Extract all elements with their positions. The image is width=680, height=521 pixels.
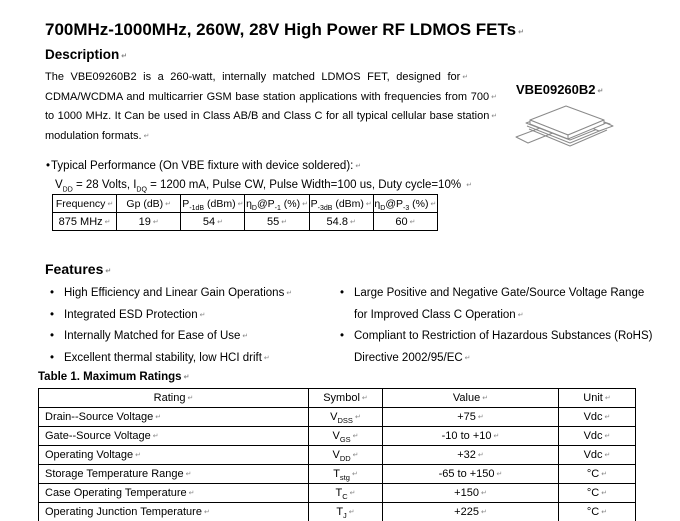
max-ratings-table-title: Table 1. Maximum Ratings ↵: [38, 371, 189, 383]
performance-data-row: [53, 213, 438, 231]
perf-frequency-value: 875 MHz ↵: [53, 213, 117, 231]
ratings-header-row: [39, 389, 636, 408]
rating-unit: Vdc ↵: [559, 446, 636, 465]
feature-item: • Compliant to Restriction of Hazardous Substances (RoHS) Directive 2002/95/EC ↵: [340, 326, 662, 369]
rating-label: Operating Voltage ↵: [39, 446, 309, 465]
performance-header-row: [53, 195, 438, 213]
test-conditions-line: $V_{DD} = 28$ Volts, $I_{DQ} = 1200$ mA, Pulse CW, Pulse Width=100 us, Duty cycle=10% ↵: [55, 179, 472, 191]
rating-label: Operating Junction Temperature ↵: [39, 503, 309, 521]
ratings-col-value: Value ↵: [383, 389, 559, 408]
rating-value: +225 ↵: [383, 503, 559, 521]
table-row: [39, 465, 636, 484]
perf-eff-p1-value: 55 ↵: [245, 213, 309, 231]
bullet-icon: •: [46, 160, 51, 172]
description-line: CDMA/WCDMA and multicarrier GSM base station applications with frequencies from 700 ↵: [45, 88, 505, 108]
rf-power-package-outline-icon: [514, 99, 624, 151]
rating-unit: °C ↵: [559, 484, 636, 503]
rating-unit: °C ↵: [559, 465, 636, 484]
ratings-col-rating: Rating ↵: [39, 389, 309, 408]
perf-p1db-value: 54 ↵: [181, 213, 245, 231]
rating-value: -10 to +10 ↵: [383, 427, 559, 446]
maximum-ratings-table: [38, 388, 636, 521]
table-row: [39, 503, 636, 521]
page-title: 700MHz-1000MHz, 260W, 28V High Power RF LDMOS FETs ↵: [45, 20, 524, 40]
perf-col-gain: Gp (dB) ↵: [117, 195, 181, 213]
rating-symbol: $V_{DSS}$ ↵: [309, 408, 383, 427]
ratings-col-symbol: Symbol ↵: [309, 389, 383, 408]
part-number: VBE09260B2 ↵: [516, 82, 603, 97]
rating-label: Case Operating Temperature ↵: [39, 484, 309, 503]
description-line: to 1000 MHz. It Can be used in Class AB/B and Class C for all typical cellular base station ↵: [45, 107, 505, 127]
rating-symbol: $T_C$ ↵: [309, 484, 383, 503]
rating-symbol: $V_{GS}$ ↵: [309, 427, 383, 446]
features-heading: Features ↵: [45, 261, 111, 277]
perf-col-p1db: $P_{-1dB}$ (dBm) ↵: [181, 195, 245, 213]
table-row: [39, 446, 636, 465]
feature-item: • High Efficiency and Linear Gain Operations ↵: [50, 283, 340, 305]
table-row: [39, 427, 636, 446]
rating-value: +150 ↵: [383, 484, 559, 503]
perf-gain-value: 19 ↵: [117, 213, 181, 231]
rating-unit: Vdc ↵: [559, 427, 636, 446]
rating-symbol: $T_J$ ↵: [309, 503, 383, 521]
feature-item: • Integrated ESD Protection ↵: [50, 305, 340, 327]
ratings-col-unit: Unit ↵: [559, 389, 636, 408]
features-list-left: [50, 283, 340, 369]
rating-label: Drain--Source Voltage ↵: [39, 408, 309, 427]
rating-unit: °C ↵: [559, 503, 636, 521]
rating-unit: Vdc ↵: [559, 408, 636, 427]
feature-item: • Excellent thermal stability, low HCI drift ↵: [50, 348, 340, 370]
description-paragraph: [45, 68, 505, 146]
description-line: The VBE09260B2 is a 260-watt, internally matched LDMOS FET, designed for ↵: [45, 68, 505, 88]
description-heading: Description ↵: [45, 47, 127, 62]
perf-col-eff-p3: $\eta_D@P_{-3}$ (%) ↵: [373, 195, 437, 213]
rating-value: +75 ↵: [383, 408, 559, 427]
rating-label: Gate--Source Voltage ↵: [39, 427, 309, 446]
table-row: [39, 484, 636, 503]
feature-item: • Internally Matched for Ease of Use ↵: [50, 326, 340, 348]
perf-col-eff-p1: $\eta_D@P_{-1}$ (%) ↵: [245, 195, 309, 213]
rating-symbol: $T_{stg}$ ↵: [309, 465, 383, 484]
table-row: [39, 408, 636, 427]
perf-col-frequency: Frequency ↵: [53, 195, 117, 213]
rating-symbol: $V_{DD}$ ↵: [309, 446, 383, 465]
typical-performance-table: [52, 194, 438, 231]
rating-label: Storage Temperature Range ↵: [39, 465, 309, 484]
description-line: modulation formats. ↵: [45, 127, 505, 147]
typical-performance-heading-text: Typical Performance (On VBE fixture with device soldered): ↵: [51, 160, 361, 172]
features-list-right: [340, 283, 662, 369]
rating-value: +32 ↵: [383, 446, 559, 465]
perf-col-p3db: $P_{-3dB}$ (dBm) ↵: [309, 195, 373, 213]
perf-eff-p3-value: 60 ↵: [373, 213, 437, 231]
typical-performance-heading: [46, 160, 361, 172]
rating-value: -65 to +150 ↵: [383, 465, 559, 484]
perf-p3db-value: 54.8 ↵: [309, 213, 373, 231]
feature-item: • Large Positive and Negative Gate/Source Voltage Range for Improved Class C Operation ↵: [340, 283, 662, 326]
